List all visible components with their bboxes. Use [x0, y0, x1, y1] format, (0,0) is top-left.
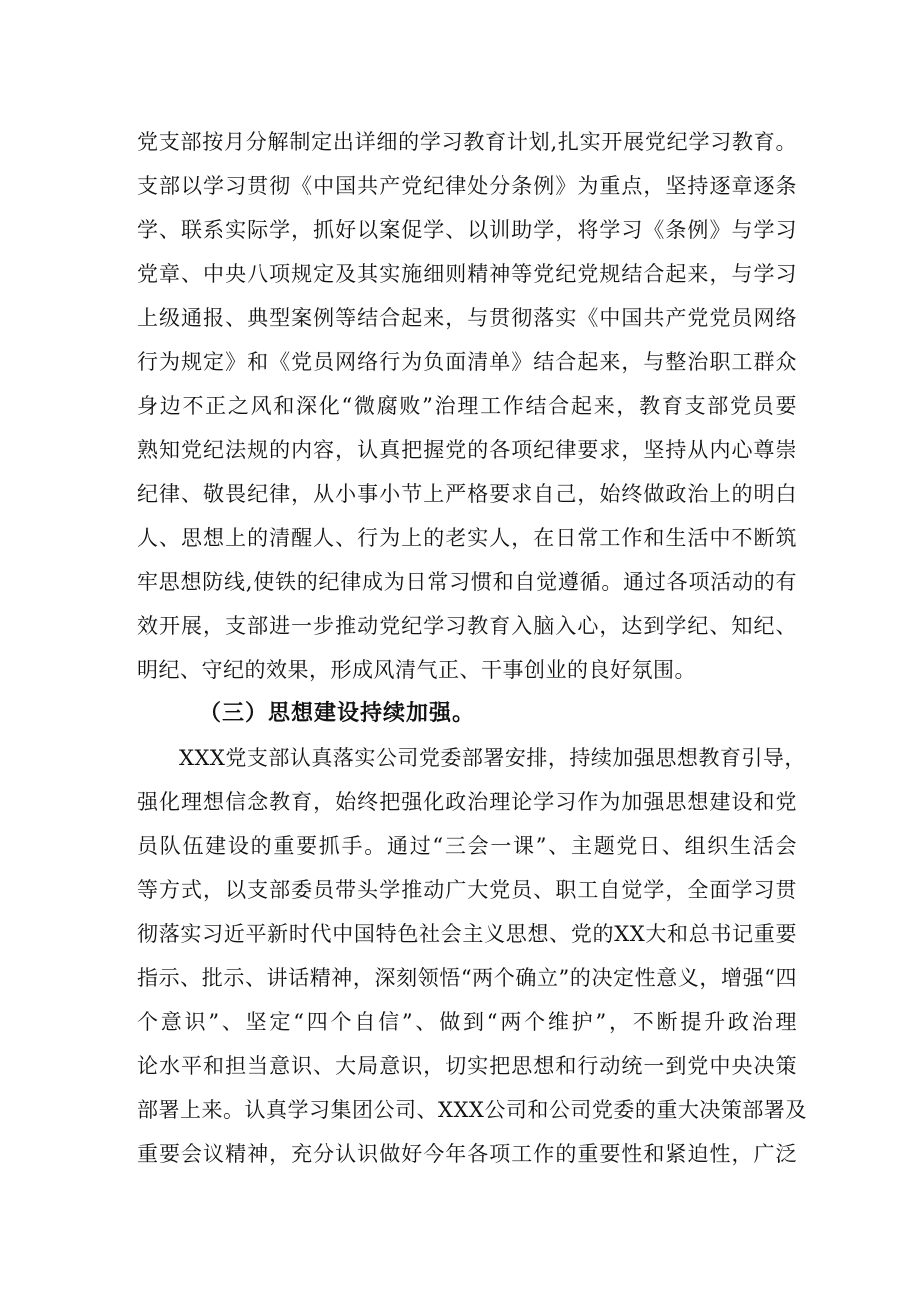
paragraph-line: 行为规定》和《党员网络行为负面清单》结合起来，与整治职工群众 — [137, 350, 797, 374]
document-body — [137, 120, 807, 1176]
paragraph-line: 论水平和担当意识、大局意识，切实把思想和行动统一到党中央决策 — [137, 1054, 797, 1078]
paragraph-line: 上级通报、典型案例等结合起来，与贯彻落实《中国共产党党员网络 — [137, 306, 797, 330]
paragraph-line: 纪律、敬畏纪律，从小事小节上严格要求自己，始终做政治上的明白 — [137, 482, 797, 506]
paragraph-line: 重要会议精神，充分认识做好今年各项工作的重要性和紧迫性，广泛 — [137, 1142, 797, 1166]
paragraph-line: 等方式，以支部委员带头学推动广大党员、职工自觉学，全面学习贯 — [137, 878, 797, 902]
paragraph-line: 效开展，支部进一步推动党纪学习教育入脑入心，达到学纪、知纪、 — [137, 614, 797, 638]
paragraph-line: 熟知党纪法规的内容，认真把握党的各项纪律要求，坚持从内心尊崇 — [137, 438, 797, 462]
paragraph-line: 党支部按月分解制定出详细的学习教育计划,扎实开展党纪学习教育。 — [137, 130, 797, 154]
paragraph-line: 员队伍建设的重要抓手。通过“三会一课”、主题党日、组织生活会 — [137, 834, 797, 858]
paragraph-line: 个意识”、坚定“四个自信”、做到“两个维护”，不断提升政治理 — [137, 1010, 797, 1034]
paragraph-line: XXX党支部认真落实公司党委部署安排，持续加强思想教育引导， — [179, 746, 806, 770]
paragraph-line: 人、思想上的清醒人、行为上的老实人，在日常工作和生活中不断筑 — [137, 526, 797, 550]
paragraph-line: 部署上来。认真学习集团公司、XXX公司和公司党委的重大决策部署及 — [137, 1098, 807, 1122]
paragraph-line: 学、联系实际学，抓好以案促学、以训助学，将学习《条例》与学习 — [137, 218, 797, 242]
paragraph-line: 党章、中央八项规定及其实施细则精神等党纪党规结合起来，与学习 — [137, 262, 797, 286]
paragraph-line: 牢思想防线,使铁的纪律成为日常习惯和自觉遵循。通过各项活动的有 — [137, 570, 797, 594]
paragraph-line: 身边不正之风和深化“微腐败”治理工作结合起来，教育支部党员要 — [137, 394, 797, 418]
paragraph-line: 指示、批示、讲话精神，深刻领悟“两个确立”的决定性意义，增强“四 — [137, 966, 797, 990]
section-heading: （三）思想建设持续加强。 — [199, 701, 476, 726]
paragraph-line: 支部以学习贯彻《中国共产党纪律处分条例》为重点，坚持逐章逐条 — [137, 174, 797, 198]
paragraph-line: 彻落实习近平新时代中国特色社会主义思想、党的XX大和总书记重要 — [137, 922, 797, 946]
paragraph-party-discipline — [137, 120, 797, 692]
paragraph-ideological-building — [137, 736, 807, 1176]
paragraph-line: 强化理想信念教育，始终把强化政治理论学习作为加强思想建设和党 — [137, 790, 797, 814]
paragraph-line: 明纪、守纪的效果，形成风清气正、干事创业的良好氛围。 — [137, 658, 696, 682]
